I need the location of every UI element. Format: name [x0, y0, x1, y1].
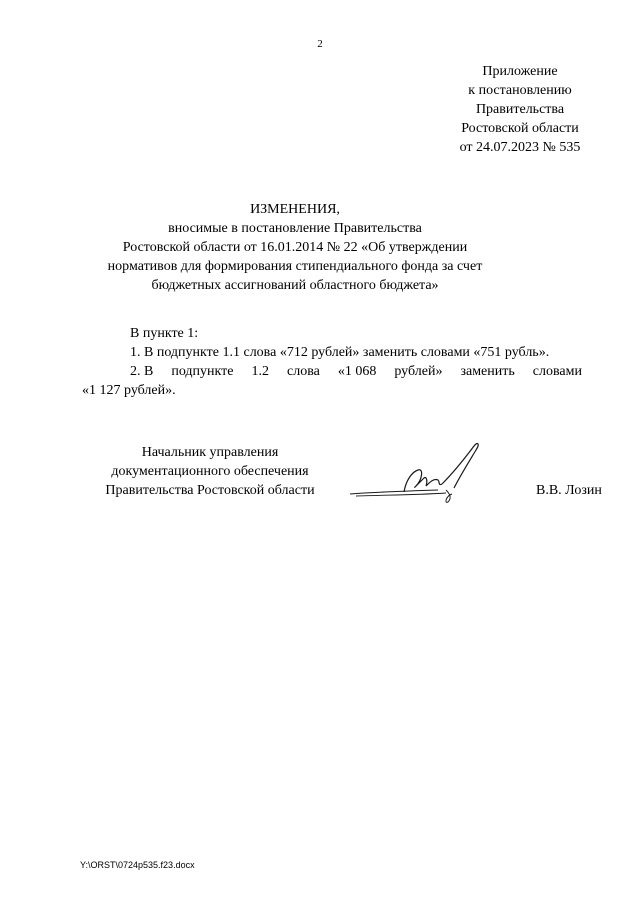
file-path-footer: Y:\ORST\0724p535.f23.docx — [80, 860, 195, 870]
title-line: вносимые в постановление Правительства — [168, 221, 422, 236]
document-title — [100, 200, 490, 295]
item-2-word: словами — [532, 364, 582, 379]
item-2-word: «1 068 — [337, 364, 377, 379]
body-item-2-continuation: «1 127 рублей». — [82, 383, 176, 398]
body-intro: В пункте 1: — [130, 326, 199, 341]
title-line: бюджетных ассигнований областного бюджета» — [151, 278, 439, 293]
handwritten-signature — [346, 436, 496, 516]
title-heading: ИЗМЕНЕНИЯ, — [250, 202, 340, 217]
appendix-line: Приложение — [482, 64, 558, 79]
signatory-name: В.В. Лозин — [536, 483, 602, 498]
title-line: Ростовской области от 16.01.2014 № 22 «Об утверждении — [122, 240, 468, 255]
position-line: документационного обеспечения — [111, 464, 309, 479]
signatory-position — [90, 443, 330, 500]
body-item-1: 1. В подпункте 1.1 слова «712 рублей» заменить словами «751 рубль». — [130, 345, 550, 360]
item-2-word: заменить — [460, 364, 515, 379]
position-line: Начальник управления — [141, 445, 279, 460]
appendix-line: Правительства — [475, 102, 565, 117]
body-item-2 — [82, 362, 582, 381]
appendix-line: от 24.07.2023 № 535 — [459, 140, 581, 155]
item-2-word: 1.2 — [251, 364, 269, 379]
item-2-word: 2. В — [130, 364, 154, 379]
item-2-word: рублей» — [394, 364, 443, 379]
appendix-header — [430, 62, 610, 157]
item-2-word: слова — [287, 364, 320, 379]
appendix-line: к постановлению — [468, 83, 572, 98]
page-number: 2 — [317, 38, 323, 50]
title-line: нормативов для формирования стипендиального фонда за счет — [107, 259, 483, 274]
document-body — [82, 324, 582, 400]
position-line: Правительства Ростовской области — [105, 483, 315, 498]
item-2-word: подпункте — [171, 364, 234, 379]
appendix-line: Ростовской области — [461, 121, 579, 136]
